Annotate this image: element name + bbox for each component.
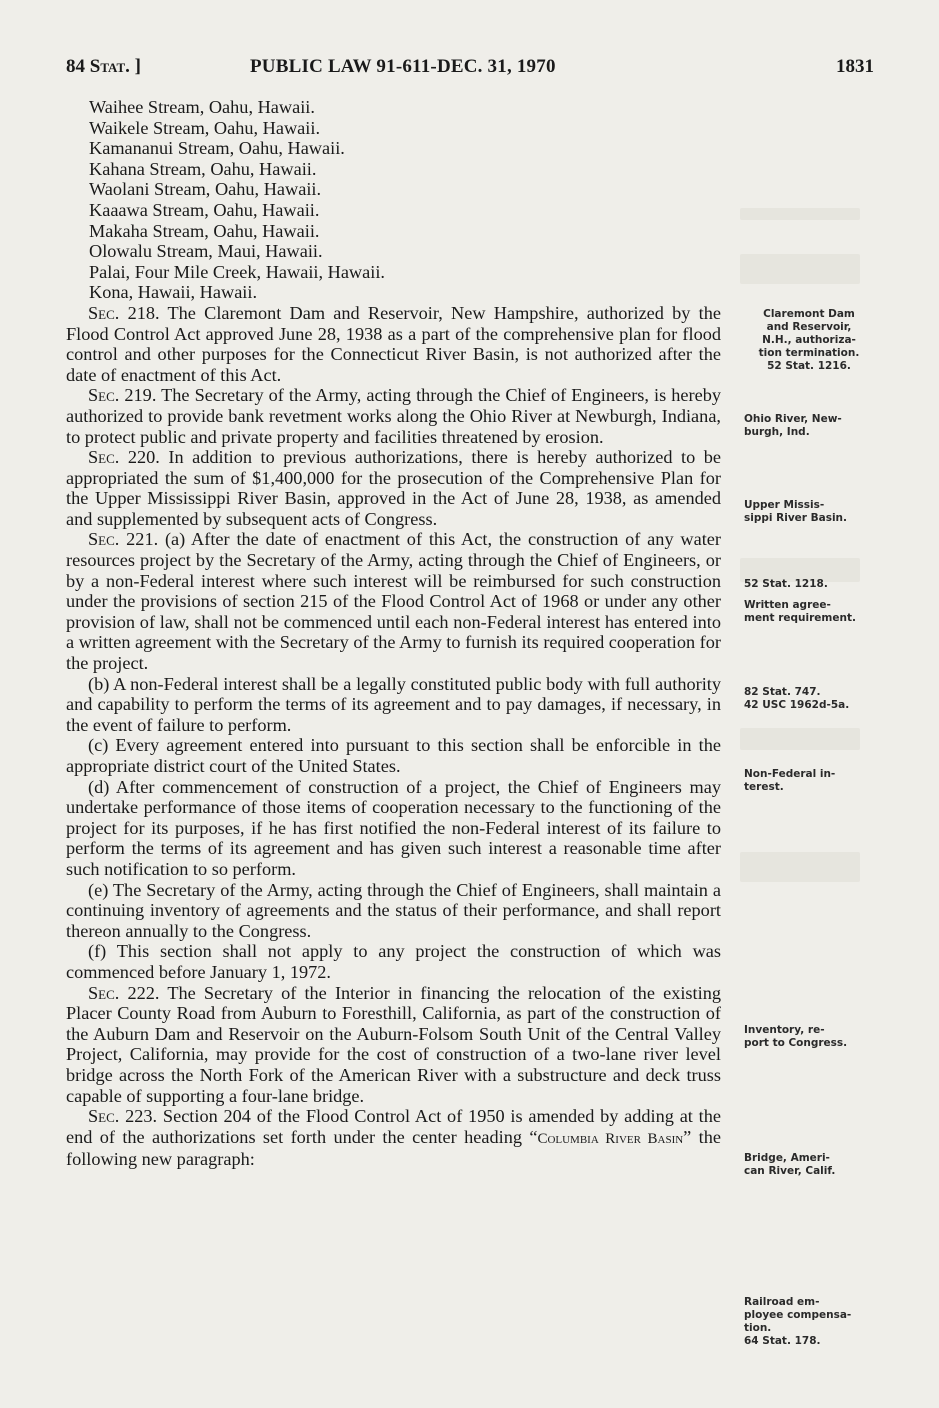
margin-note-line: terest.: [744, 781, 784, 793]
margin-note-line: 82 Stat. 747.: [744, 686, 821, 698]
bleed-through-mark: [740, 852, 860, 882]
margin-note-line: and Reservoir,: [766, 321, 852, 333]
margin-note-citation-1218: 52 Stat. 1218.: [744, 578, 828, 590]
statute-reference: 84 Stat. ]: [66, 56, 141, 77]
margin-note-inventory: [744, 1024, 874, 1050]
list-item: Kaaawa Stream, Oahu, Hawaii.: [89, 199, 320, 220]
page-number: 1831: [836, 56, 874, 77]
margin-note-non-federal: [744, 768, 874, 794]
margin-note-line: Non-Federal in-: [744, 768, 836, 780]
margin-note-line: 42 USC 1962d-5a.: [744, 699, 850, 711]
center-heading: Columbia River Basin: [537, 1130, 684, 1147]
section-221e: (e) The Secretary of the Army, acting through the Chief of Engineers, shall maintain a continuing inventory of agreements and the status of their performance, and shall report thereon annually to the Congress.: [66, 879, 721, 941]
section-219: [66, 385, 721, 447]
margin-note-line: sippi River Basin.: [744, 512, 848, 524]
margin-note-railroad: [744, 1296, 874, 1348]
margin-note-line: Railroad em-: [744, 1296, 820, 1308]
margin-note-written-agreement: [744, 599, 874, 625]
margin-note-line: Claremont Dam: [763, 308, 855, 320]
section-text: ” the following new paragraph:: [66, 1126, 721, 1170]
section-label: Sec. 223.: [88, 1106, 158, 1127]
margin-note-line: Ohio River, New-: [744, 413, 842, 425]
section-221a: [66, 529, 721, 673]
page-title: PUBLIC LAW 91-611-DEC. 31, 1970: [250, 56, 556, 77]
section-label: Sec. 220.: [88, 447, 160, 468]
list-item: Palai, Four Mile Creek, Hawaii, Hawaii.: [89, 261, 385, 282]
section-221d: (d) After commencement of construction of a project, the Chief of Engineers may undertake performance of those items of cooperation necessary to the functioning of the project for its purposes, if he has first notified the non-Federal interest of its failure to perform the terms of its agreement and has given such interest a reasonable time after such notification to so perform.: [66, 776, 721, 879]
section-label: Sec. 222.: [88, 982, 160, 1003]
margin-note-line: port to Congress.: [744, 1037, 848, 1049]
section-218: [66, 303, 721, 385]
margin-note-line: can River, Calif.: [744, 1165, 836, 1177]
margin-note-citation: 52 Stat. 1216.: [767, 360, 851, 372]
margin-note-line: Inventory, re-: [744, 1024, 825, 1036]
section-text: Section 204 of the Flood Control Act of 1950 is amended by adding at the end of the authorizations set forth under the center heading “: [66, 1106, 721, 1147]
section-222: [66, 983, 721, 1107]
margin-note-line: Bridge, Ameri-: [744, 1152, 830, 1164]
bleed-through-mark: [740, 728, 860, 750]
section-label: Sec. 219.: [88, 385, 157, 406]
list-item: Olowalu Stream, Maui, Hawaii.: [89, 241, 323, 262]
margin-note-line: ployee compensa-: [744, 1309, 852, 1321]
margin-note-claremont: [744, 308, 874, 373]
section-221b: (b) A non-Federal interest shall be a legally constituted public body with full authority and capability to perform the terms of its agreement and to pay damages, if necessary, in the event of failure to perform.: [66, 673, 721, 735]
section-221c: (c) Every agreement entered into pursuant to this section shall be enforcible in the appropriate district court of the United States.: [66, 735, 721, 776]
section-221f: (f) This section shall not apply to any project the construction of which was commenced before January 1, 1972.: [66, 941, 721, 982]
margin-note-line: tion.: [744, 1322, 772, 1334]
section-223: [66, 1106, 721, 1170]
margin-note-line: tion termination.: [758, 347, 860, 359]
bleed-through-mark: [740, 208, 860, 220]
margin-note-line: Written agree-: [744, 599, 831, 611]
margin-note-line: ment requirement.: [744, 612, 856, 624]
margin-note-upper-mississippi: [744, 499, 874, 525]
list-item: Makaha Stream, Oahu, Hawaii.: [89, 220, 320, 241]
section-text: (a) After the date of enactment of this Act, the construction of any water resources project by the Secretary of the Army, acting through the Chief of Engineers, or by a non-Federal interest where such interest will be reimbursed for such construction under the provisions of section 215 of the Flood Control Act of 1968 or under any other provision of law, shall not be commenced until each non-Federal interest has entered into a written agreement with the Secretary of the Army to furnish its required cooperation for the project.: [66, 529, 721, 674]
section-label: Sec. 218.: [88, 302, 160, 323]
list-item: Waikele Stream, Oahu, Hawaii.: [89, 117, 321, 138]
margin-note-bridge: [744, 1152, 874, 1178]
section-text: The Secretary of the Interior in financing the relocation of the existing Placer County Road from Auburn to Foresthill, California, as part of the construction of the Auburn Dam and Reservoir on the Auburn-Folsom South Unit of the Central Valley Project, California, may provide for the cost of construction of a two-lane river level bridge across the North Fork of the American River with a substructure and deck truss capable of supporting a four-lane bridge.: [66, 982, 721, 1106]
list-item: Kahana Stream, Oahu, Hawaii.: [89, 158, 317, 179]
margin-note-line: Upper Missis-: [744, 499, 825, 511]
list-item: Waihee Stream, Oahu, Hawaii.: [89, 97, 315, 117]
stream-list: [66, 97, 721, 303]
section-label: Sec. 221.: [88, 529, 159, 550]
section-text: The Claremont Dam and Reservoir, New Hampshire, authorized by the Flood Control Act approved June 28, 1938 as a part of the comprehensive plan for flood control and other purposes for the Connecticut River Basin, is not authorized after the date of enactment of this Act.: [66, 302, 721, 385]
list-item: Kamananui Stream, Oahu, Hawaii.: [89, 138, 345, 159]
section-text: In addition to previous authorizations, there is hereby authorized to be appropriated the sum of $1,400,000 for the prosecution of the Comprehensive Plan for the Upper Mississippi River Basin, approved in the Act of June 28, 1938, as amended and supplemented by subsequent acts of Congress.: [66, 447, 721, 529]
margin-note-line: burgh, Ind.: [744, 426, 810, 438]
main-text: [66, 97, 721, 1170]
margin-note-citation: 64 Stat. 178.: [744, 1335, 821, 1347]
page-header: [66, 56, 874, 84]
bleed-through-mark: [740, 254, 860, 284]
margin-note-line: N.H., authoriza-: [762, 334, 856, 346]
list-item: Kona, Hawaii, Hawaii.: [89, 282, 258, 303]
margin-note-82-stat: [744, 686, 874, 712]
margin-note-ohio: [744, 413, 874, 439]
list-item: Waolani Stream, Oahu, Hawaii.: [89, 179, 322, 200]
section-220: [66, 447, 721, 529]
section-text: The Secretary of the Army, acting through the Chief of Engineers, is hereby authorized to provide bank revetment works along the Ohio River at Newburgh, Indiana, to protect public and private property and facilities threatened by erosion.: [66, 385, 721, 447]
